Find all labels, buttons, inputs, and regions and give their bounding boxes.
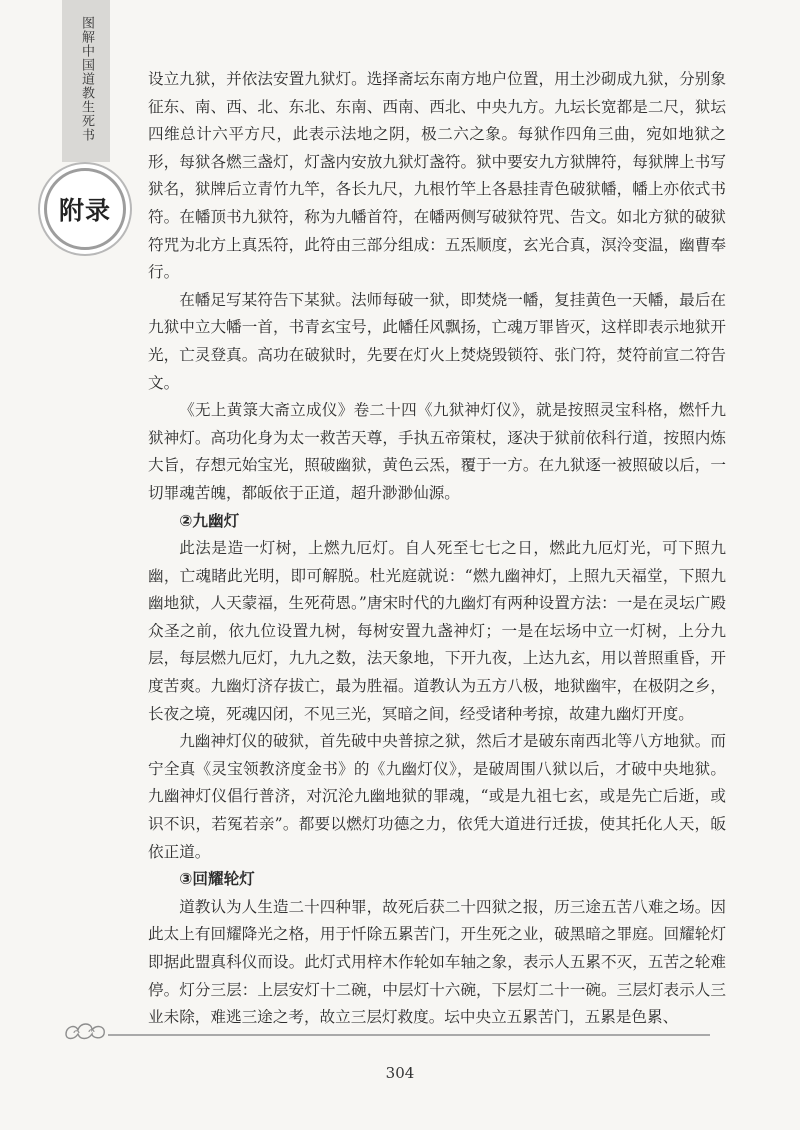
paragraph: 在幡足写某符告下某狱。法师每破一狱，即焚烧一幡，复挂黄色一天幡，最后在九狱中立大幡一首，书青玄宝号，此幡任风飘扬，亡魂万罪皆灭，这样即表示地狱开光，亡灵登真。高功在破狱时，先要在灯火上焚烧毁锁符、张门符，焚符前宣二符告文。 bbox=[148, 290, 726, 392]
appendix-label: 附录 bbox=[58, 196, 111, 225]
paragraph-continued: 设立九狱，并依法安置九狱灯。选择斋坛东南方地户位置，用土沙砌成九狱，分别象征东、南、西、北、东北、东南、西南、西北、中央九方。九坛长宽都是二尺，狱坛四维总计六平方尺，此表示法地之阴，极二六之象。每狱作四角三曲，宛如地狱之形，每狱各燃三盏灯，灯盏内安放九狱灯盏符。狱中要安九方狱牌符，每狱牌上书写狱名，狱牌后立青竹九竿，各长九尺，九根竹竿上各悬挂青色破狱幡，幡上亦依式书符。在幡顶书九狱符，称为九幡首符，在幡两侧写破狱符咒、告文。如北方狱的破狱符咒为北方上真炁符，此符由三部分组成：五炁顺度，玄光合真，溟泠变温，幽曹奉行。 bbox=[148, 70, 726, 282]
appendix-badge bbox=[44, 168, 126, 250]
footer-rule bbox=[108, 1034, 710, 1036]
paragraph: 道教认为人生造二十四种罪，故死后获二十四狱之报，历三途五苦八难之场。因此太上有回耀降光之格，用于忏除五累苦门，开生死之业，破黑暗之罪庭。回耀轮灯即据此盟真科仪而设。此灯式用梓木作轮如车轴之象，表示人五累不灭，五苦之轮难停。灯分三层：上层安灯十二碗，中层灯十六碗，下层灯二十一碗。三层灯表示人三业未除，难逃三途之考，故立三层灯救度。坛中央立五累苦门，五累是色累、 bbox=[148, 897, 726, 1027]
cloud-ornament-icon bbox=[62, 1018, 110, 1044]
section-heading-huiyao-wheel-lamp: ③回耀轮灯 bbox=[179, 870, 255, 889]
paragraph: 九幽神灯仪的破狱，首先破中央普掠之狱，然后才是破东南西北等八方地狱。而宁全真《灵宝领教济度金书》的《九幽灯仪》，是破周围八狱以后，才破中央地狱。九幽神灯仪倡行普济，对沉沦九幽地狱的罪魂，“或是九祖七玄，或是先亡后逝，或识不识，若冤若亲”。都要以燃灯功德之力，依凭大道进行迁拔，使其托化人天，皈依正道。 bbox=[148, 732, 726, 861]
book-title: 图解中国道教生死书 bbox=[79, 16, 94, 142]
section-heading-jiuyou-lamp: ②九幽灯 bbox=[179, 511, 240, 530]
page-number: 304 bbox=[385, 1064, 415, 1082]
paragraph: 《无上黄箓大斋立成仪》卷二十四《九狱神灯仪》，就是按照灵宝科格，燃忏九狱神灯。高功化身为太一救苦天尊，手执五帝策杖，逐决于狱前依科行道，按照内炼大旨，存想元始宝光，照破幽狱，黄色云炁，覆于一方。在九狱逐一被照破以后，一切罪魂苦魄，都皈依于正道，超升渺渺仙源。 bbox=[148, 401, 726, 502]
main-content bbox=[148, 66, 726, 1032]
paragraph: 此法是造一灯树，上燃九厄灯。自人死至七七之日，燃此九厄灯光，可下照九幽，亡魂睹此光明，即可解脱。杜光庭就说：“燃九幽神灯，上照九天福堂，下照九幽地狱，人天蒙福，生死荷恩。”唐宋时代的九幽灯有两种设置方法：一是在灵坛广殿众圣之前，依九位设置九树，每树安置九盏神灯；一是在坛场中立一灯树，上分九层，每层燃九厄灯，九九之数，法天象地，下开九夜，上达九玄，用以普照重昏，开度苦爽。九幽灯济存拔亡，最为胜福。道教认为五方八极，地狱幽牢，在极阴之乡，长夜之境，死魂囚闭，不见三光，冥暗之间，经受诸种考掠，故建九幽灯开度。 bbox=[148, 539, 726, 723]
